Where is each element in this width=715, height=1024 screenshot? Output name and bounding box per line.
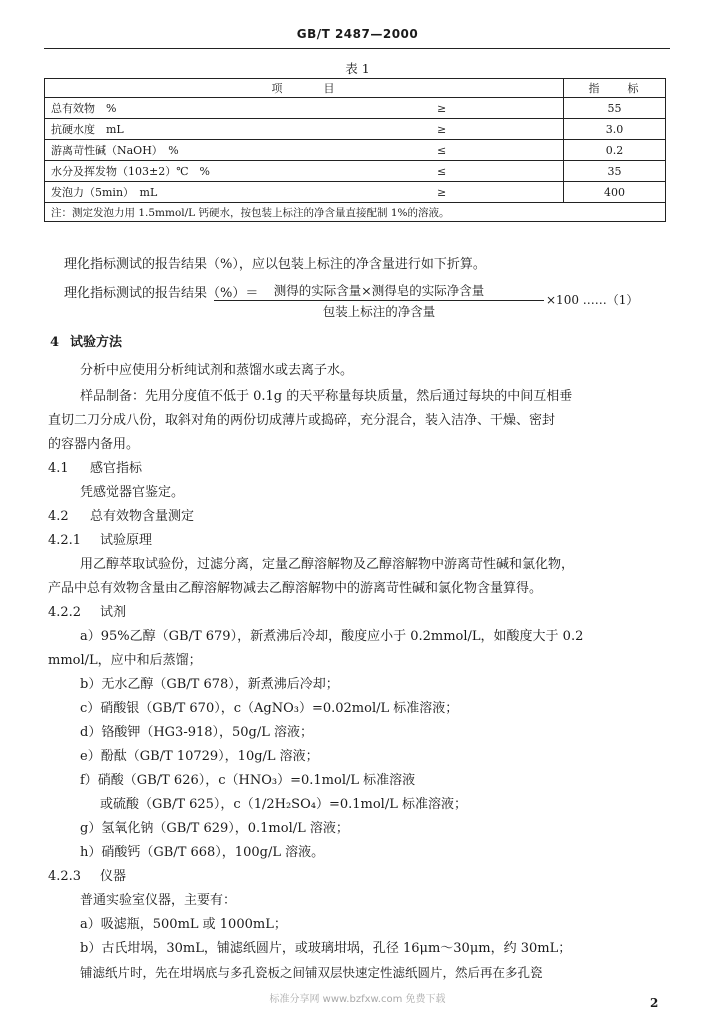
formula-denominator: 包装上标注的净含量 xyxy=(322,304,436,319)
table-header-row xyxy=(45,79,666,98)
reagent-item: a）95%乙醇（GB/T 679），新煮沸后冷却，酸度应小于 0.2mmol/L，如酸度大于 0.2 xyxy=(80,629,584,644)
column-header-item: 项 目 xyxy=(45,79,564,98)
column-header-spec: 指 标 xyxy=(564,79,666,98)
section-4-number: 4 xyxy=(50,335,60,350)
row-value: 3.0 xyxy=(564,119,666,140)
row-value: 55 xyxy=(564,98,666,119)
table-note-row xyxy=(45,203,666,222)
section-4-2-3-number: 4.2.3 xyxy=(48,869,82,884)
table-row xyxy=(45,140,666,161)
page-number: 2 xyxy=(650,996,659,1010)
formula-lhs: 理化指标测试的报告结果（%）＝ xyxy=(64,286,259,301)
section-4-2-2-title: 试剂 xyxy=(100,605,127,620)
row-value: 400 xyxy=(564,182,666,203)
instrument-item: b）古氏坩埚，30mL，铺滤纸圆片，或玻璃坩埚，孔径 16μm～30μm，约 30mL； xyxy=(80,941,572,956)
sample-prep-line: 样品制备：先用分度值不低于 0.1g 的天平称量每块质量，然后通过每块的中间互相垂 xyxy=(80,389,573,404)
reagent-item: mmol/L，应中和后蒸馏； xyxy=(48,653,202,668)
section-4-1-title: 感官指标 xyxy=(90,461,143,476)
row-item: 发泡力（5min） mL xyxy=(45,182,398,203)
reagent-item: e）酚酞（GB/T 10729），10g/L 溶液； xyxy=(80,749,319,764)
row-value: 0.2 xyxy=(564,140,666,161)
reagent-item: b）无水乙醇（GB/T 678），新煮沸后冷却； xyxy=(80,677,339,692)
row-operator: ≥ xyxy=(397,119,564,140)
row-operator: ≤ xyxy=(397,140,564,161)
section-4-title: 试验方法 xyxy=(70,335,123,350)
table-row xyxy=(45,161,666,182)
section-4-2-1-title: 试验原理 xyxy=(100,533,153,548)
table-note: 注：测定发泡力用 1.5mmol/L 钙硬水，按包装上标注的净含量直接配制 1%的溶液。 xyxy=(45,203,666,222)
section-4-1-number: 4.1 xyxy=(48,461,69,476)
reagent-item: f）硝酸（GB/T 626），c（HNO₃）=0.1mol/L 标准溶液 xyxy=(80,773,416,788)
row-value: 35 xyxy=(564,161,666,182)
reagent-item: c）硝酸银（GB/T 670），c（AgNO₃）=0.02mol/L 标准溶液； xyxy=(80,701,459,716)
row-item: 游离苛性碱（NaOH） % xyxy=(45,140,398,161)
formula-fraction xyxy=(214,281,544,320)
sample-prep-line: 直切二刀分成八份，取斜对角的两份切成薄片或捣碎，充分混合，装入洁净、干燥、密封 xyxy=(48,413,556,428)
watermark: 标准分享网 www.bzfxw.com 免费下载 xyxy=(269,994,446,1005)
result-intro-text: 理化指标测试的报告结果（%），应以包装上标注的净含量进行如下折算。 xyxy=(64,257,486,272)
row-operator: ≥ xyxy=(397,98,564,119)
table-caption: 表 1 xyxy=(345,61,370,76)
reagent-item: g）氢氧化钠（GB/T 629），0.1mol/L 溶液； xyxy=(80,821,349,836)
row-operator: ≤ xyxy=(397,161,564,182)
instrument-item-continued: 铺滤纸片时，先在坩埚底与多孔瓷板之间铺双层快速定性滤纸圆片，然后再在多孔瓷 xyxy=(80,965,543,980)
section-4-2-2-number: 4.2.2 xyxy=(48,605,82,620)
specification-table xyxy=(44,78,666,222)
instrument-item: a）吸滤瓶，500mL 或 1000mL； xyxy=(80,917,287,932)
formula-equation-number: ×100 ……（1） xyxy=(546,293,639,307)
section-4-2-1-number: 4.2.1 xyxy=(48,533,82,548)
section-4-2-title: 总有效物含量测定 xyxy=(90,509,195,524)
standard-number-header: GB/T 2487—2000 xyxy=(296,27,419,41)
row-operator: ≥ xyxy=(397,182,564,203)
formula-numerator: 测得的实际含量×测得皂的实际净含量 xyxy=(214,281,544,301)
reagent-item: d）铬酸钾（HG3-918），50g/L 溶液； xyxy=(80,725,314,740)
row-item: 抗硬水度 mL xyxy=(45,119,398,140)
header-divider xyxy=(44,48,670,49)
section-4-1-text: 凭感觉器官鉴定。 xyxy=(80,485,185,500)
table-row xyxy=(45,98,666,119)
reagent-note: 分析中应使用分析纯试剂和蒸馏水或去离子水。 xyxy=(80,363,354,378)
sample-prep-line: 的容器内备用。 xyxy=(48,437,140,452)
table-row xyxy=(45,182,666,203)
section-4-2-number: 4.2 xyxy=(48,509,69,524)
row-item: 水分及挥发物（103±2）℃ % xyxy=(45,161,398,182)
row-item: 总有效物 % xyxy=(45,98,398,119)
reagent-item: h）硝酸钙（GB/T 668），100g/L 溶液。 xyxy=(80,845,325,860)
section-4-2-3-title: 仪器 xyxy=(100,869,127,884)
principle-line: 用乙醇萃取试验份，过滤分离，定量乙醇溶解物及乙醇溶解物中游离苛性碱和氯化物， xyxy=(80,557,575,572)
instrument-intro: 普通实验室仪器，主要有： xyxy=(80,893,237,908)
table-row xyxy=(45,119,666,140)
reagent-item: 或硫酸（GB/T 625），c（1/2H₂SO₄）=0.1mol/L 标准溶液； xyxy=(100,797,467,812)
principle-line: 产品中总有效物含量由乙醇溶解物减去乙醇溶解物中的游离苛性碱和氯化物含量算得。 xyxy=(48,581,543,596)
